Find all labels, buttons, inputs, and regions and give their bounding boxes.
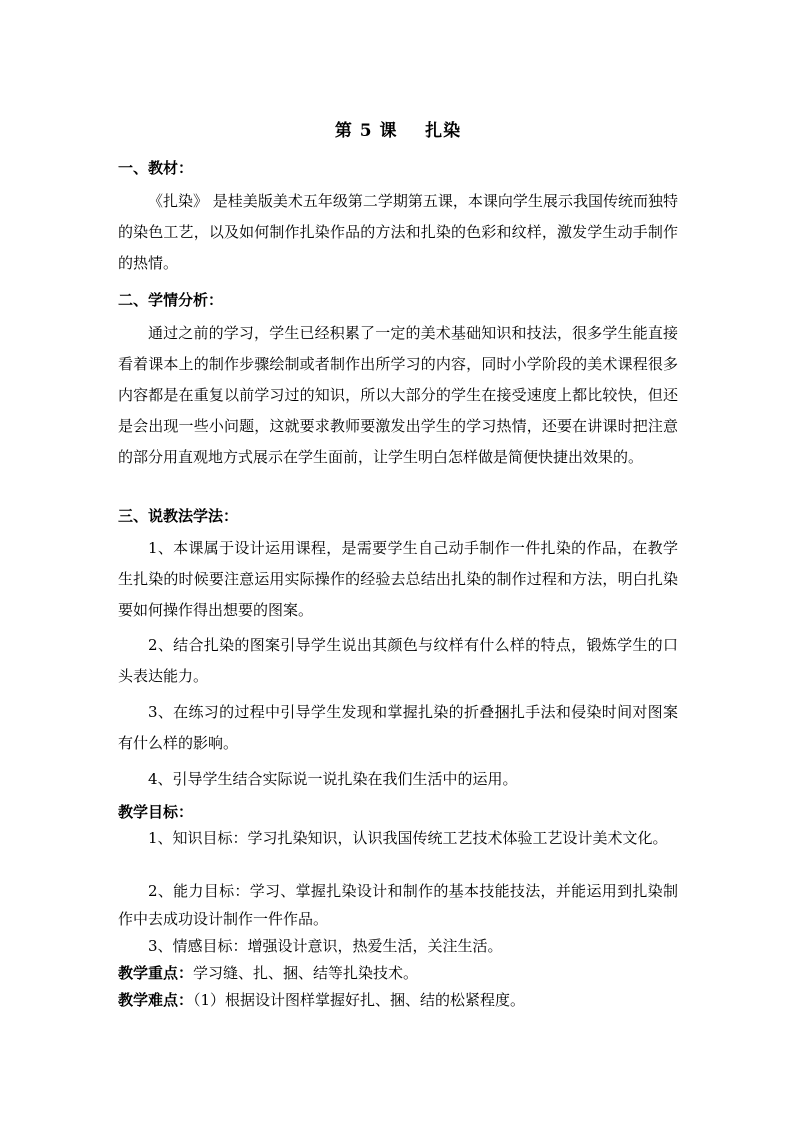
section-heading-goals: 教学目标： — [118, 803, 194, 821]
difficult-points-text: （1）根据设计图样掌握好扎、捆、结的松紧程度。 — [193, 991, 526, 1009]
paragraph-materials: 《扎染》 是桂美版美术五年级第二学期第五课，本课向学生展示我国传统而独特的染色工艺，以及如何制作扎染作品的方法和扎染的色彩和纹样，激发学生动手制作的热情。 — [118, 192, 678, 272]
paragraph-analysis: 通过之前的学习，学生已经积累了一定的美术基础知识和技法，很多学生能直接看着课本上的制作步骤绘制或者制作出所学习的内容，同时小学阶段的美术课程很多内容都是在重复以前学习过的知识，所以大部分的学生在接受速度上都比较快，但还是会出现一些小问题，这就要求教师要激发出学生的学习热情，还要在讲课时把注意的部分用直观地方式展示在学生面前，让学生明白怎样做是简便快捷出效果的。 — [118, 324, 678, 466]
goals-item-2: 2、能力目标：学习、掌握扎染设计和制作的基本技能技法，并能运用到扎染制作中去成功设计制作一件作品。 — [118, 882, 678, 928]
difficult-points — [118, 989, 678, 1010]
section-heading-materials: 一、教材： — [118, 159, 194, 177]
page-title: 第 5 课 扎染 — [334, 121, 462, 141]
methods-item-4: 4、引导学生结合实际说一说扎染在我们生活中的运用。 — [148, 770, 518, 788]
methods-item-2: 2、结合扎染的图案引导学生说出其颜色与纹样有什么样的特点，锻炼学生的口头表达能力。 — [118, 636, 678, 685]
section-heading-methods: 三、说教法学法： — [118, 507, 239, 525]
methods-item-3: 3、在练习的过程中引导学生发现和掌握扎染的折叠捆扎手法和侵染时间对图案有什么样的影响。 — [118, 703, 678, 752]
difficult-points-label: 教学难点： — [118, 991, 194, 1009]
methods-item-1: 1、本课属于设计运用课程，是需要学生自己动手制作一件扎染的作品，在教学生扎染的时候要注意运用实际操作的经验去总结出扎染的制作过程和方法，明白扎染要如何操作得出想要的图案。 — [118, 539, 678, 619]
key-points-text: 学习缝、扎、捆、结等扎染技术。 — [193, 964, 419, 982]
key-points-label: 教学重点： — [118, 964, 194, 982]
goals-item-1: 1、知识目标：学习扎染知识，认识我国传统工艺技术体验工艺设计美术文化。 — [148, 829, 668, 847]
goals-item-3: 3、情感目标：增强设计意识，热爱生活，关注生活。 — [148, 937, 503, 955]
key-points — [118, 962, 678, 983]
section-heading-analysis: 二、学情分析： — [118, 291, 224, 309]
